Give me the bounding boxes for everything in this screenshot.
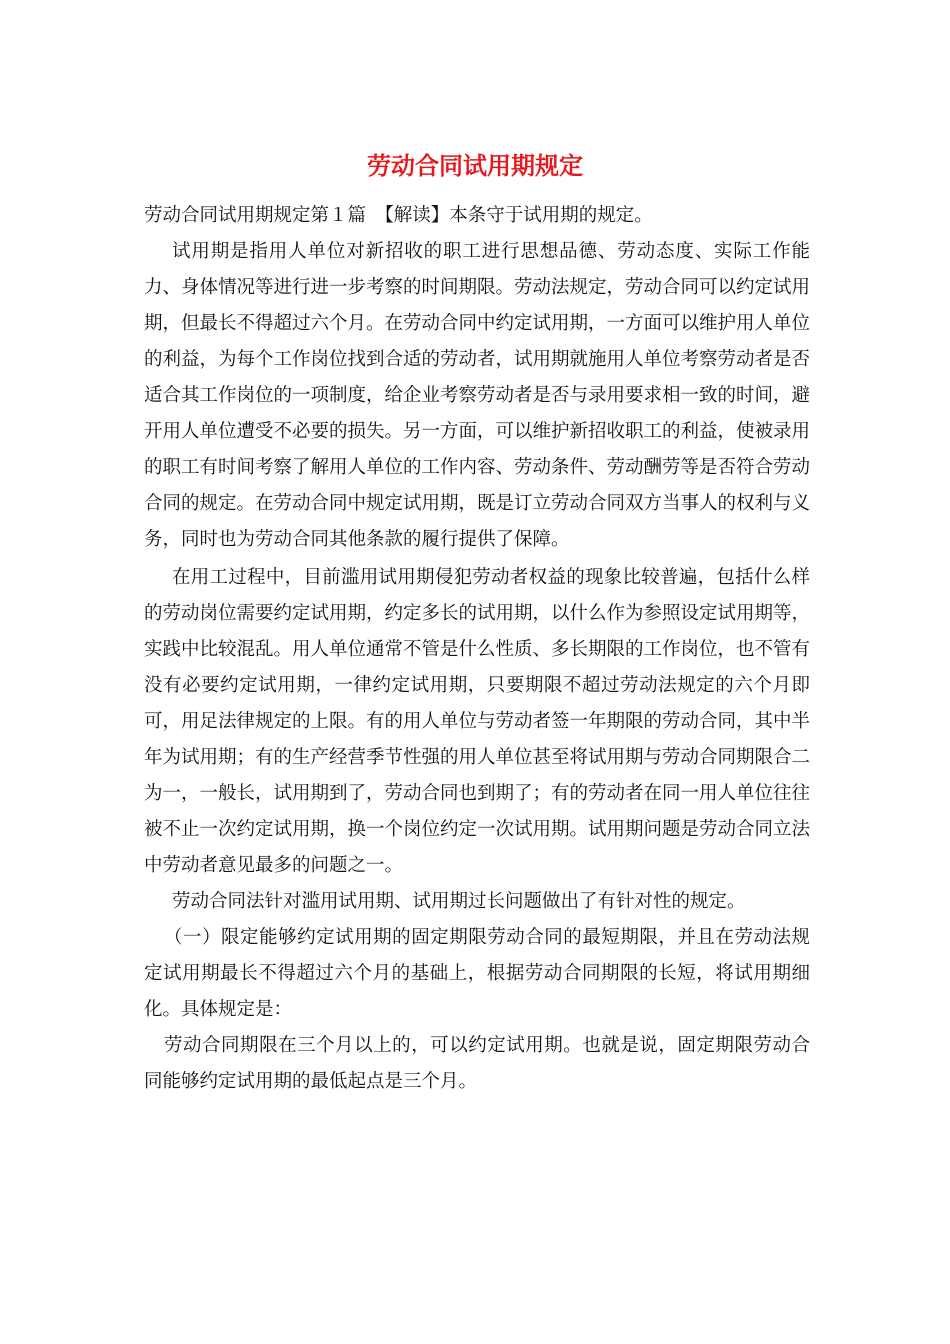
paragraph-item-one: （一）限定能够约定试用期的固定期限劳动合同的最短期限，并且在劳动法规定试用期最长不得超过六个月的基础上，根据劳动合同期限的长短，将试用期细化。具体规定是：: [144, 927, 810, 1020]
paragraph-law-response: 劳动合同法针对滥用试用期、试用期过长问题做出了有针对性的规定。: [172, 891, 746, 912]
intro-line: 劳动合同试用期规定第１篇 【解读】本条守于试用期的规定。: [144, 205, 653, 226]
paragraph-abuse: 在用工过程中，目前滥用试用期侵犯劳动者权益的现象比较普遍，包括什么样的劳动岗位需要约定试用期，约定多长的试用期，以什么作为参照设定试用期等，实践中比较混乱。用人单位通常不管是什么性质、多长期限的工作岗位，也不管有没有必要约定试用期，一律约定试用期，只要期限不超过劳动法规定的六个月即可，用足法律规定的上限。有的用人单位与劳动者签一年期限的劳动合同，其中半年为试用期；有的生产经营季节性强的用人单位甚至将试用期与劳动合同期限合二为一，一般长，试用期到了，劳动合同也到期了；有的劳动者在同一用人单位往往被不止一次约定试用期，换一个岗位约定一次试用期。试用期问题是劳动合同立法中劳动者意见最多的问题之一。: [144, 567, 811, 876]
document-title: 劳动合同试用期规定: [367, 151, 583, 180]
paragraph-three-months: 劳动合同期限在三个月以上的，可以约定试用期。也就是说，固定期限劳动合同能够约定试用期的最低起点是三个月。: [144, 1035, 810, 1092]
document-body: [144, 198, 810, 1100]
paragraph-definition: 试用期是指用人单位对新招收的职工进行思想品德、劳动态度、实际工作能力、身体情况等进行进一步考察的时间期限。劳动法规定，劳动合同可以约定试用期，但最长不得超过六个月。在劳动合同中约定试用期，一方面可以维护用人单位的利益，为每个工作岗位找到合适的劳动者，试用期就施用人单位考察劳动者是否适合其工作岗位的一项制度，给企业考察劳动者是否与录用要求相一致的时间，避开用人单位遭受不必要的损失。另一方面，可以维护新招收职工的利益，使被录用的职工有时间考察了解用人单位的工作内容、劳动条件、劳动酬劳等是否符合劳动合同的规定。在劳动合同中规定试用期，既是订立劳动合同双方当事人的权利与义务，同时也为劳动合同其他条款的履行提供了保障。: [144, 241, 811, 550]
